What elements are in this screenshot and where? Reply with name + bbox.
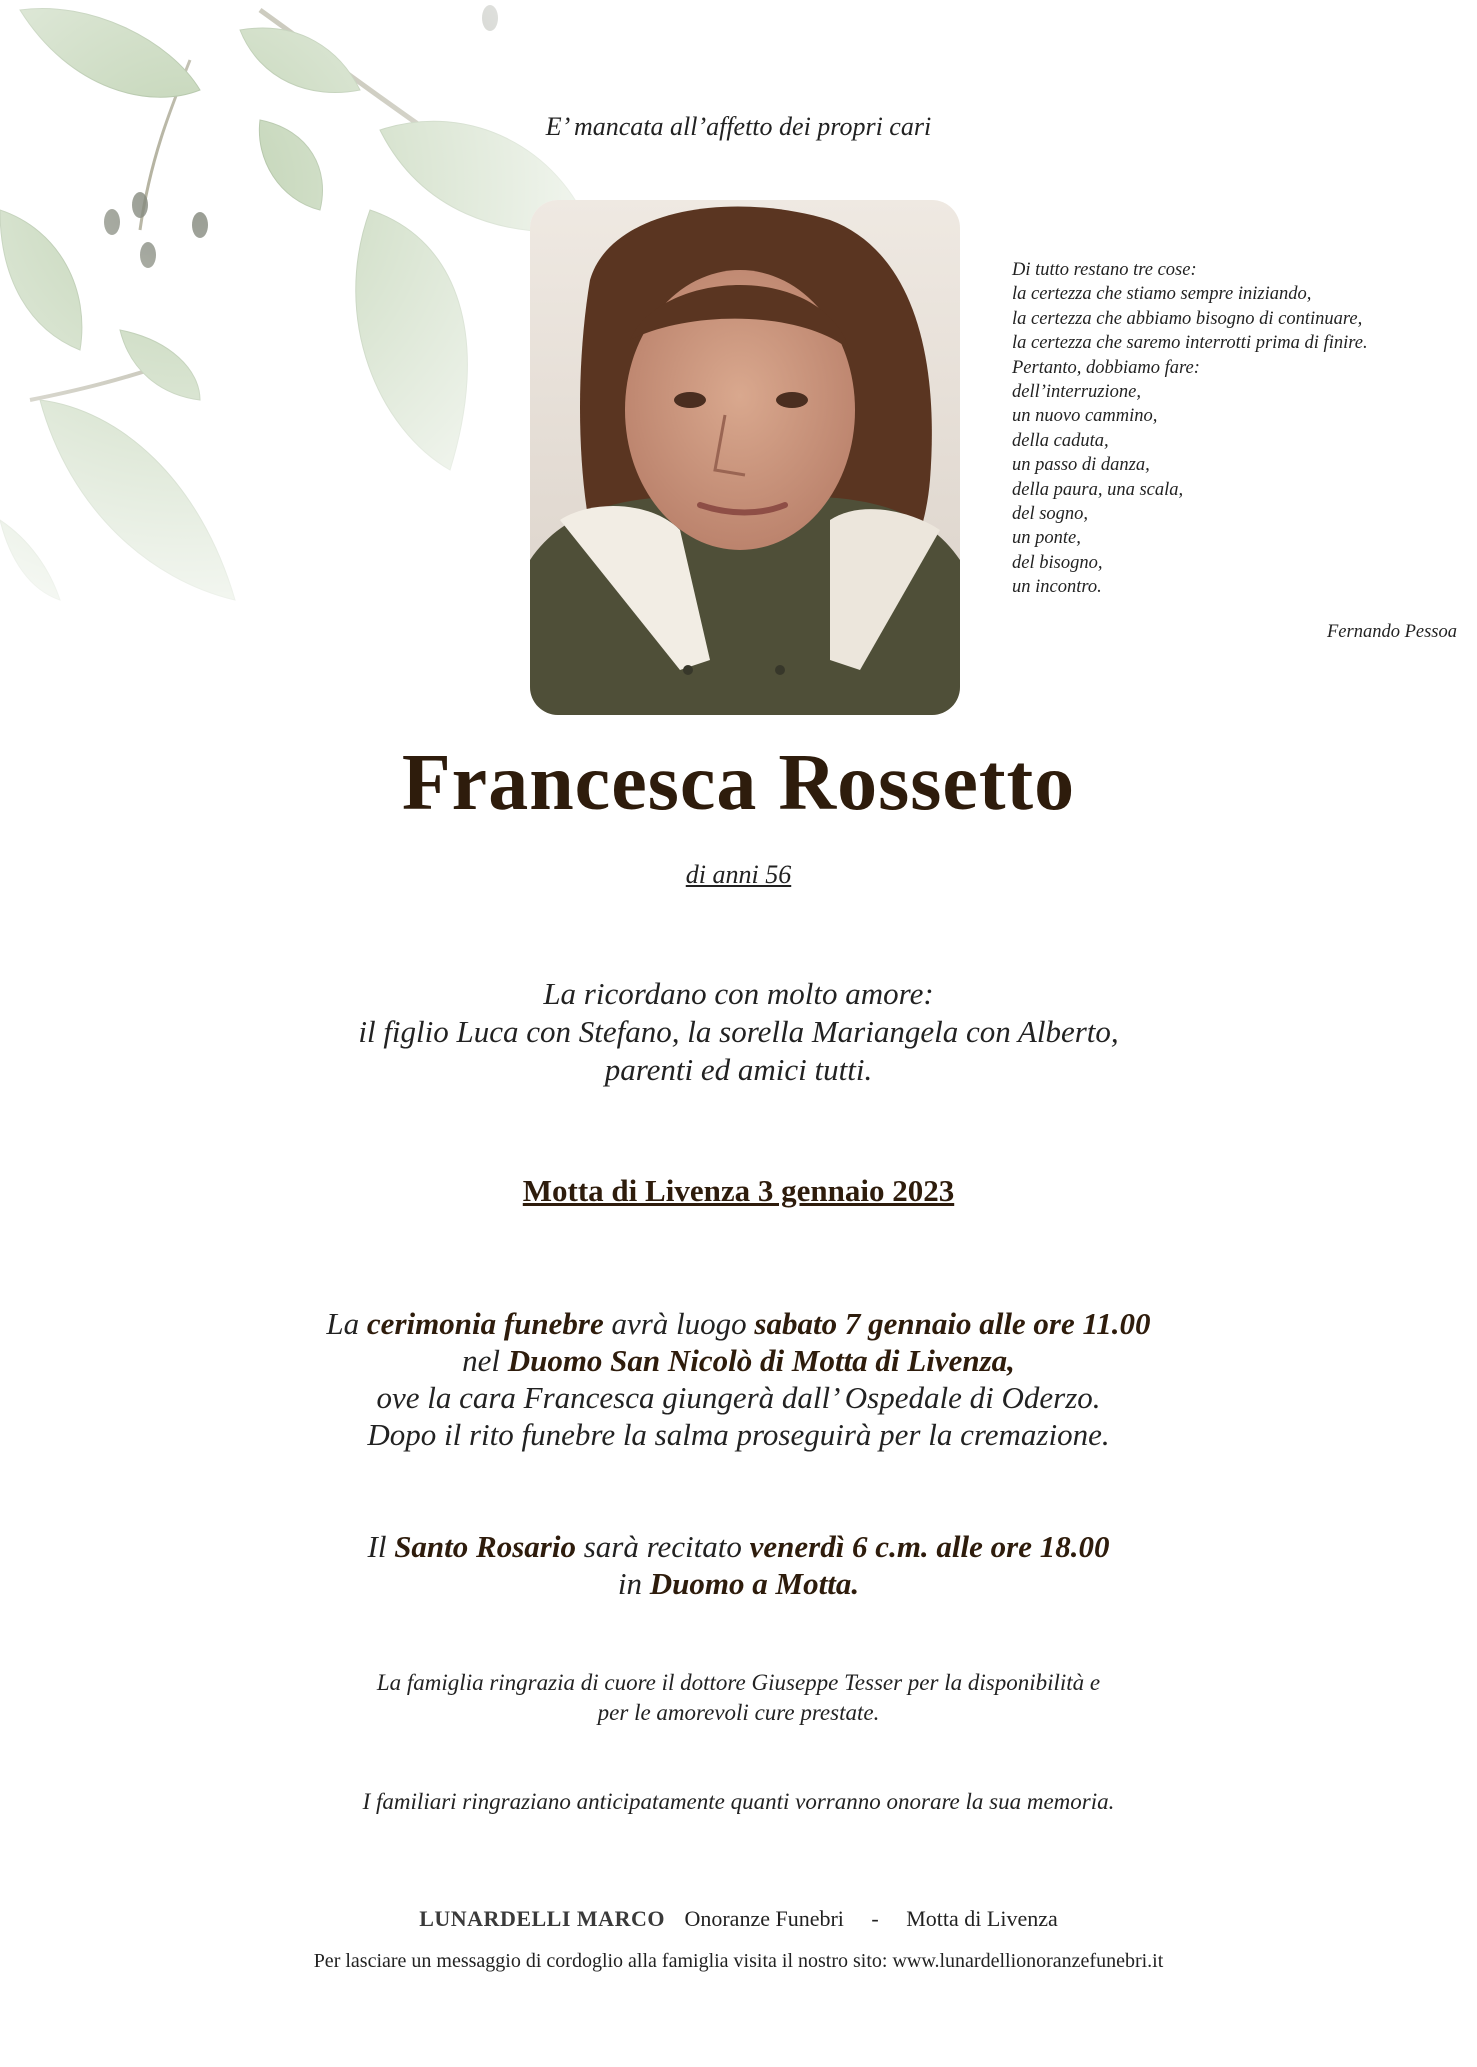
- business-name: LUNARDELLI MARCO: [419, 1906, 665, 1931]
- poem-author: Fernando Pessoa: [1327, 622, 1457, 642]
- poem-line: Pertanto, dobbiamo fare:: [1012, 357, 1200, 378]
- poem-line: del sogno,: [1012, 504, 1089, 525]
- service-name: Onoranze Funebri: [684, 1906, 844, 1931]
- age-line: [0, 860, 1477, 890]
- thanks-line: La famiglia ringrazia di cuore il dottore Giuseppe Tesser per la disponibilità e: [376, 1670, 1101, 1695]
- age-text: di anni 56: [685, 860, 792, 889]
- thanks-line: per le amorevoli cure prestate.: [597, 1700, 880, 1725]
- town-name: Motta di Livenza: [906, 1906, 1058, 1931]
- ceremony-line: La cerimonia funebre avrà luogo sabato 7 gennaio alle ore 11.00: [326, 1306, 1151, 1341]
- poem-line: un incontro.: [1012, 577, 1102, 598]
- final-note-text: I familiari ringraziano anticipatamente quanti vorranno onorare la sua memoria.: [362, 1789, 1115, 1814]
- place-date-text: Motta di Livenza 3 gennaio 2023: [522, 1173, 955, 1208]
- deceased-name: Francesca Rossetto: [401, 739, 1076, 827]
- remembrance-line: La ricordano con molto amore:: [543, 976, 934, 1011]
- ceremony-line: nel Duomo San Nicolò di Motta di Livenza,: [462, 1343, 1015, 1378]
- leaf-decoration: [0, 0, 620, 620]
- place-date: [0, 1173, 1477, 1209]
- poem-line: la certezza che abbiamo bisogno di continuare,: [1012, 308, 1363, 329]
- poem-line: della paura, una scala,: [1012, 479, 1184, 500]
- poem-line: del bisogno,: [1012, 552, 1103, 573]
- thanks-block: [0, 1668, 1477, 1728]
- intro-line: E’ mancata all’affetto dei propri cari: [545, 112, 932, 141]
- final-note: [0, 1787, 1477, 1817]
- funeral-home-line: [0, 1906, 1477, 1932]
- rosary-line: Il Santo Rosario sarà recitato venerdì 6 c.m. alle ore 18.00: [367, 1529, 1110, 1564]
- poem-line: la certezza che stiamo sempre iniziando,: [1012, 284, 1312, 305]
- poem: [1012, 258, 1462, 600]
- rosary-block: [0, 1528, 1477, 1602]
- poem-line: della caduta,: [1012, 430, 1109, 451]
- poem-line: un nuovo cammino,: [1012, 406, 1158, 427]
- poem-line: Di tutto restano tre cose:: [1012, 260, 1197, 280]
- portrait-photo: [530, 200, 960, 715]
- ceremony-line: ove la cara Francesca giungerà dall’ Ospedale di Oderzo.: [376, 1380, 1101, 1415]
- rosary-line: in Duomo a Motta.: [617, 1566, 860, 1601]
- poem-line: un passo di danza,: [1012, 455, 1150, 476]
- footer-separator: -: [871, 1906, 879, 1931]
- poem-line: dell’interruzione,: [1012, 382, 1141, 403]
- poem-line: un ponte,: [1012, 528, 1081, 549]
- poem-line: la certezza che saremo interrotti prima di finire.: [1012, 333, 1368, 354]
- remembrance-line: parenti ed amici tutti.: [604, 1052, 873, 1087]
- ceremony-line: Dopo il rito funebre la salma proseguirà per la cremazione.: [367, 1417, 1110, 1452]
- website-message: Per lasciare un messaggio di cordoglio alla famiglia visita il nostro sito: www.lunardellionoranzefunebri.it: [313, 1950, 1164, 1972]
- remembrance-line: il figlio Luca con Stefano, la sorella Mariangela con Alberto,: [358, 1014, 1119, 1049]
- remembrance-block: [0, 975, 1477, 1089]
- ceremony-block: [0, 1305, 1477, 1453]
